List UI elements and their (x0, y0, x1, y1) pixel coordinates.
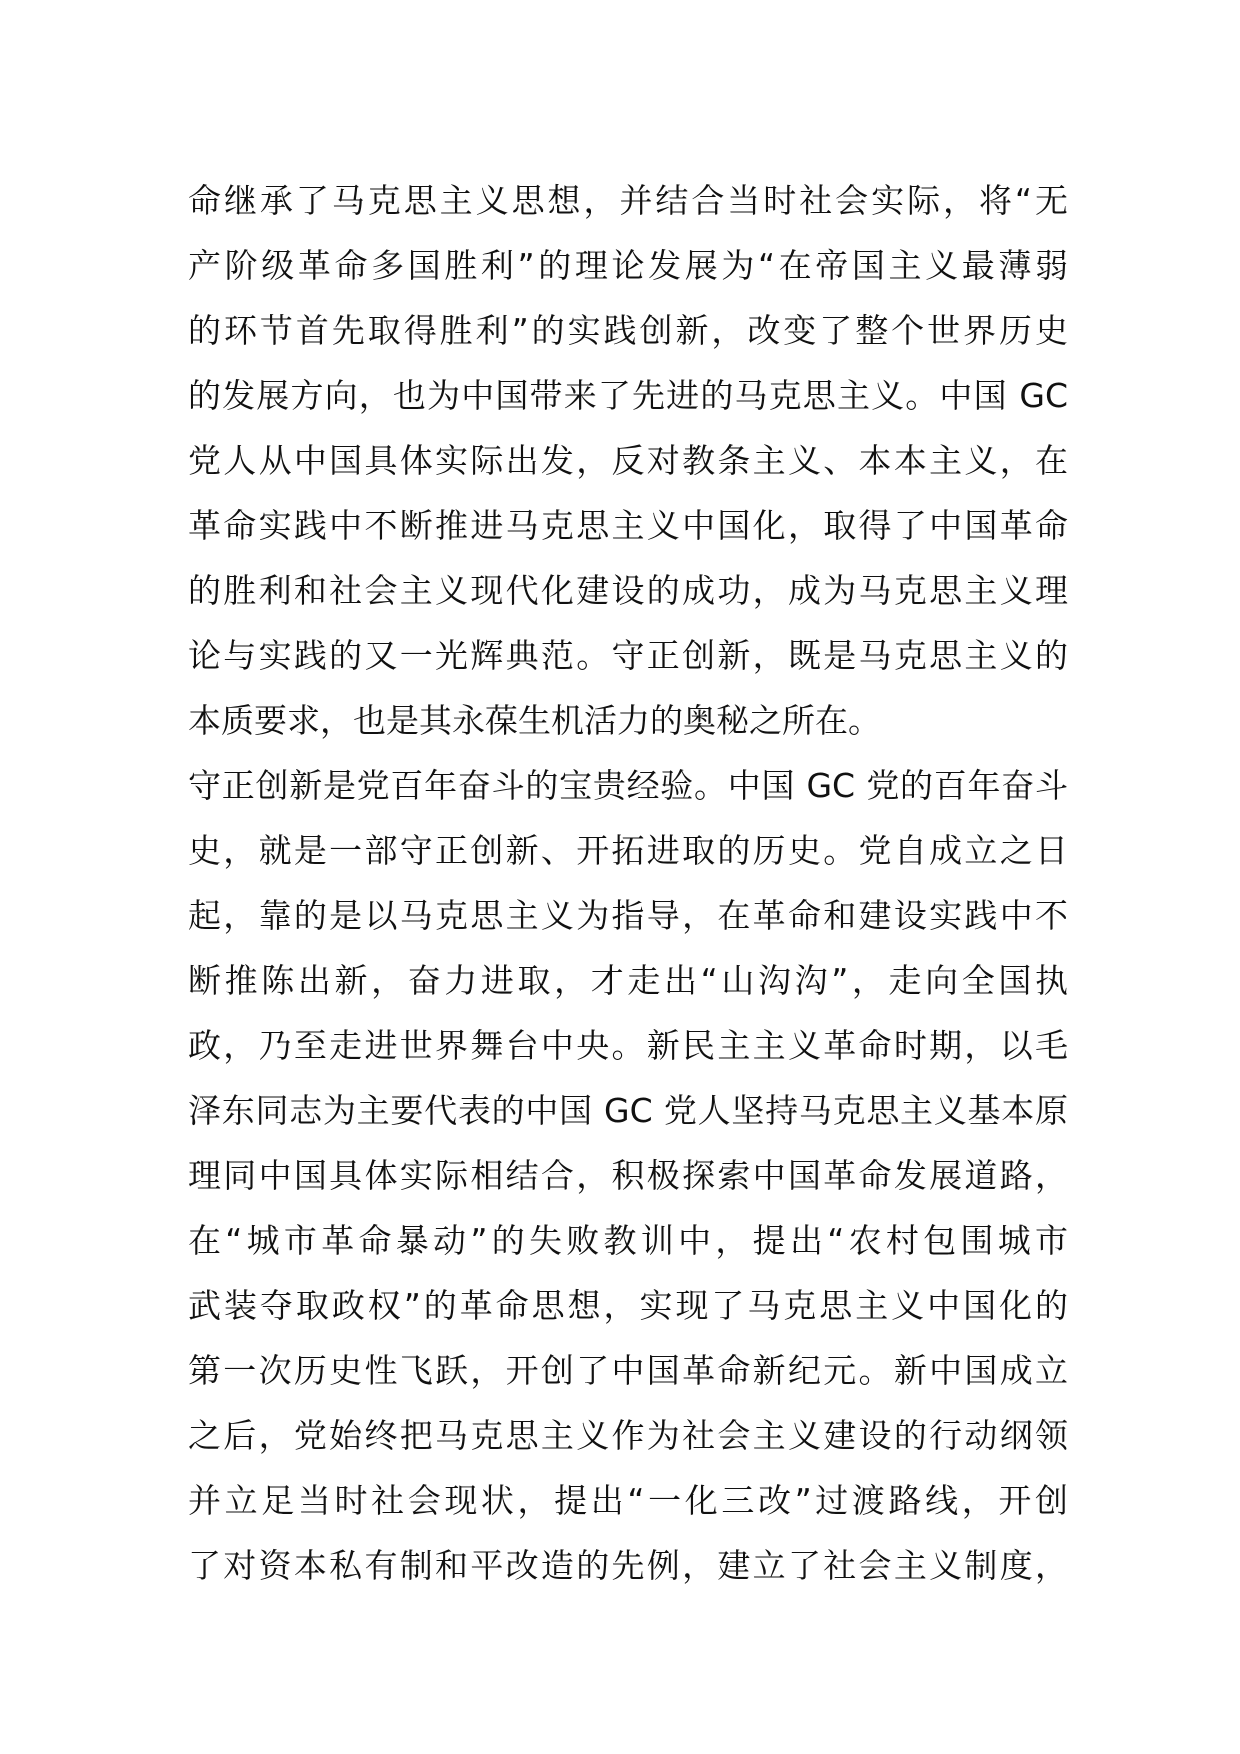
text-line: 武装夺取政权”的革命思想，实现了马克思主义中国化的 (188, 1286, 1068, 1325)
text-line: 产阶级革命多国胜利”的理论发展为“在帝国主义最薄弱 (188, 246, 1068, 285)
text-line: 并立足当时社会现状，提出“一化三改”过渡路线，开创 (188, 1481, 1068, 1520)
text-line: 党人从中国具体实际出发，反对教条主义、本本主义，在 (188, 441, 1068, 480)
paragraph-2 (188, 753, 1068, 1598)
text-line: 断推陈出新，奋力进取，才走出“山沟沟”，走向全国执 (188, 961, 1068, 1000)
text-line: 命继承了马克思主义思想，并结合当时社会实际，将“无 (188, 181, 1068, 220)
text-line: 泽东同志为主要代表的中国 GC 党人坚持马克思主义基本原 (188, 1091, 1068, 1130)
text-line: 之后，党始终把马克思主义作为社会主义建设的行动纲领 (188, 1416, 1068, 1455)
text-line: 守正创新是党百年奋斗的宝贵经验。中国 GC 党的百年奋斗 (188, 766, 1068, 805)
text-line: 本质要求，也是其永葆生机活力的奥秘之所在。 (188, 701, 881, 740)
text-line: 的环节首先取得胜利”的实践创新，改变了整个世界历史 (188, 311, 1068, 350)
text-line: 的发展方向，也为中国带来了先进的马克思主义。中国 GC (188, 376, 1068, 415)
document-body (188, 168, 1068, 1598)
text-line: 起，靠的是以马克思主义为指导，在革命和建设实践中不 (188, 896, 1068, 935)
text-line: 在“城市革命暴动”的失败教训中，提出“农村包围城市 (188, 1221, 1068, 1260)
paragraph-1 (188, 168, 1068, 753)
text-line: 的胜利和社会主义现代化建设的成功，成为马克思主义理 (188, 571, 1068, 610)
text-line: 理同中国具体实际相结合，积极探索中国革命发展道路， (188, 1156, 1068, 1195)
text-line: 了对资本私有制和平改造的先例，建立了社会主义制度， (188, 1546, 1068, 1585)
text-line: 论与实践的又一光辉典范。守正创新，既是马克思主义的 (188, 636, 1068, 675)
text-line: 革命实践中不断推进马克思主义中国化，取得了中国革命 (188, 506, 1068, 545)
text-line: 第一次历史性飞跃，开创了中国革命新纪元。新中国成立 (188, 1351, 1068, 1390)
text-line: 政，乃至走进世界舞台中央。新民主主义革命时期，以毛 (188, 1026, 1068, 1065)
text-line: 史，就是一部守正创新、开拓进取的历史。党自成立之日 (188, 831, 1068, 870)
